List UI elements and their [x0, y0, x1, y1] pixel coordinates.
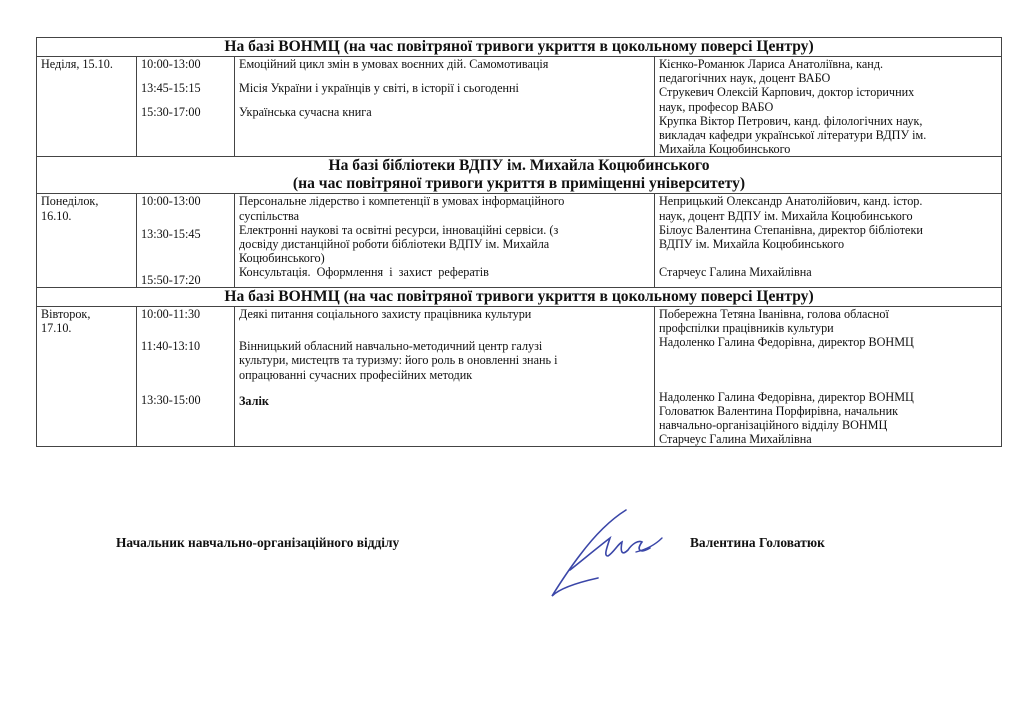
day-row: [37, 57, 1002, 157]
time-cell: [137, 57, 235, 157]
slot-lecturer: Струкевич Олексій Карпович, доктор історичних: [659, 85, 915, 100]
slot-lecturer: Надоленко Галина Федорівна, директор ВОНМЦ: [659, 389, 914, 404]
time-cell: [137, 307, 235, 447]
slot-topic: Електронні наукові та освітні ресурси, інноваційні сервіси. (з: [239, 222, 559, 237]
slot-lecturer: Кієнко-Романюк Лариса Анатоліївна, канд.: [659, 57, 884, 71]
section-header-row: [37, 288, 1002, 307]
slot-lecturer: викладач кафедри української літератури ВДПУ ім.: [659, 128, 927, 143]
section-header-line: На базі ВОНМЦ (на час повітряної тривоги укриття в цокольному поверсі Центру): [224, 38, 814, 55]
signer-name: Валентина Головатюк: [690, 535, 825, 550]
section-header-line: На базі ВОНМЦ (на час повітряної тривоги укриття в цокольному поверсі Центру): [224, 288, 814, 306]
lecturer-cell: [655, 307, 1002, 447]
slot-topic: Вінницький обласний навчально-методичний центр галузі: [239, 339, 543, 354]
slot-lecturer: навчально-організаційного відділу ВОНМЦ: [659, 418, 888, 433]
slot-lecturer: Головатюк Валентина Порфирівна, начальник: [659, 403, 899, 418]
day-cell: [37, 307, 137, 447]
slot-topic: Залік: [239, 393, 269, 408]
slot-lecturer: наук, професор ВАБО: [659, 99, 774, 114]
topic-cell: [235, 194, 655, 288]
slot-topic: Українська сучасна книга: [239, 105, 372, 120]
section-header-line: На базі бібліотеки ВДПУ ім. Михайла Коцюбинського: [328, 157, 710, 175]
slot-topic: Деякі питання соціального захисту працівника культури: [239, 307, 532, 322]
signature-image: [540, 500, 670, 600]
slot-lecturer: Старчеус Галина Михайлівна: [659, 265, 812, 280]
section-header-row: [37, 157, 1002, 194]
slot-topic: Місія України і українців у світі, в історії і сьогоденні: [239, 81, 519, 96]
slot-topic: Персональне лідерство і компетенції в умовах інформаційного: [239, 194, 565, 209]
slot-lecturer: ВДПУ ім. Михайла Коцюбинського: [659, 237, 845, 252]
lecturer-cell: [655, 194, 1002, 288]
day-row: [37, 307, 1002, 447]
slot-topic: суспільства: [239, 208, 300, 223]
slot-lecturer: Побережна Тетяна Іванівна, голова обласної: [659, 307, 889, 322]
slot-time: 10:00-13:00: [141, 57, 201, 71]
time-cell: [137, 194, 235, 288]
day-label: 16.10.: [41, 208, 72, 223]
slot-topic: Консультація. Оформлення і захист рефератів: [239, 265, 489, 280]
lecturer-cell: [655, 57, 1002, 157]
slot-lecturer: Михайла Коцюбинського: [659, 142, 791, 157]
slot-lecturer: педагогічних наук, доцент ВАБО: [659, 71, 831, 86]
day-label: 17.10.: [41, 321, 72, 336]
slot-time: 13:30-15:45: [141, 226, 201, 241]
slot-lecturer: Старчеус Галина Михайлівна: [659, 432, 812, 447]
section-header: [37, 157, 1002, 194]
topic-cell: [235, 307, 655, 447]
slot-topic: опрацюванні сучасних професійних методик: [239, 367, 473, 382]
slot-lecturer: наук, доцент ВДПУ ім. Михайла Коцюбинського: [659, 208, 913, 223]
slot-topic: Коцюбинського): [239, 251, 325, 266]
schedule-table: [36, 37, 1002, 447]
slot-time: 10:00-13:00: [141, 194, 201, 209]
topic-cell: [235, 57, 655, 157]
day-label: Вівторок,: [41, 307, 91, 322]
day-label: Понеділок,: [41, 194, 99, 209]
slot-topic: досвіду дистанційної роботи бібліотеки ВДПУ ім. Михайла: [239, 237, 550, 252]
day-cell: [37, 194, 137, 288]
slot-lecturer: Надоленко Галина Федорівна, директор ВОНМЦ: [659, 335, 914, 350]
section-header-line: (на час повітряної тривоги укриття в приміщенні університету): [292, 175, 746, 193]
slot-time: 15:30-17:00: [141, 105, 201, 120]
section-header: [37, 288, 1002, 307]
slot-time: 10:00-11:30: [141, 307, 201, 322]
slot-lecturer: профспілки працівників культури: [659, 321, 834, 336]
day-label: Неділя, 15.10.: [41, 57, 113, 71]
day-cell: [37, 57, 137, 157]
slot-time: 11:40-13:10: [141, 339, 201, 354]
day-row: [37, 194, 1002, 288]
slot-lecturer: Крупка Віктор Петрович, канд. філологічних наук,: [659, 113, 923, 128]
slot-lecturer: Білоус Валентина Степанівна, директор бібліотеки: [659, 222, 923, 237]
slot-time: 15:50-17:20: [141, 272, 201, 287]
section-header-row: [37, 38, 1002, 57]
section-header: [37, 38, 1002, 57]
slot-topic: Емоційний цикл змін в умовах воєнних дій. Самомотивація: [239, 57, 549, 71]
slot-lecturer: Неприцький Олександр Анатолійович, канд. істор.: [659, 194, 923, 209]
signer-position: Начальник навчально-організаційного відділу: [116, 535, 400, 550]
slot-topic: культури, мистецтв та туризму: його роль в оновленні знань і: [239, 353, 558, 368]
slot-time: 13:30-15:00: [141, 393, 201, 408]
slot-time: 13:45-15:15: [141, 81, 201, 96]
